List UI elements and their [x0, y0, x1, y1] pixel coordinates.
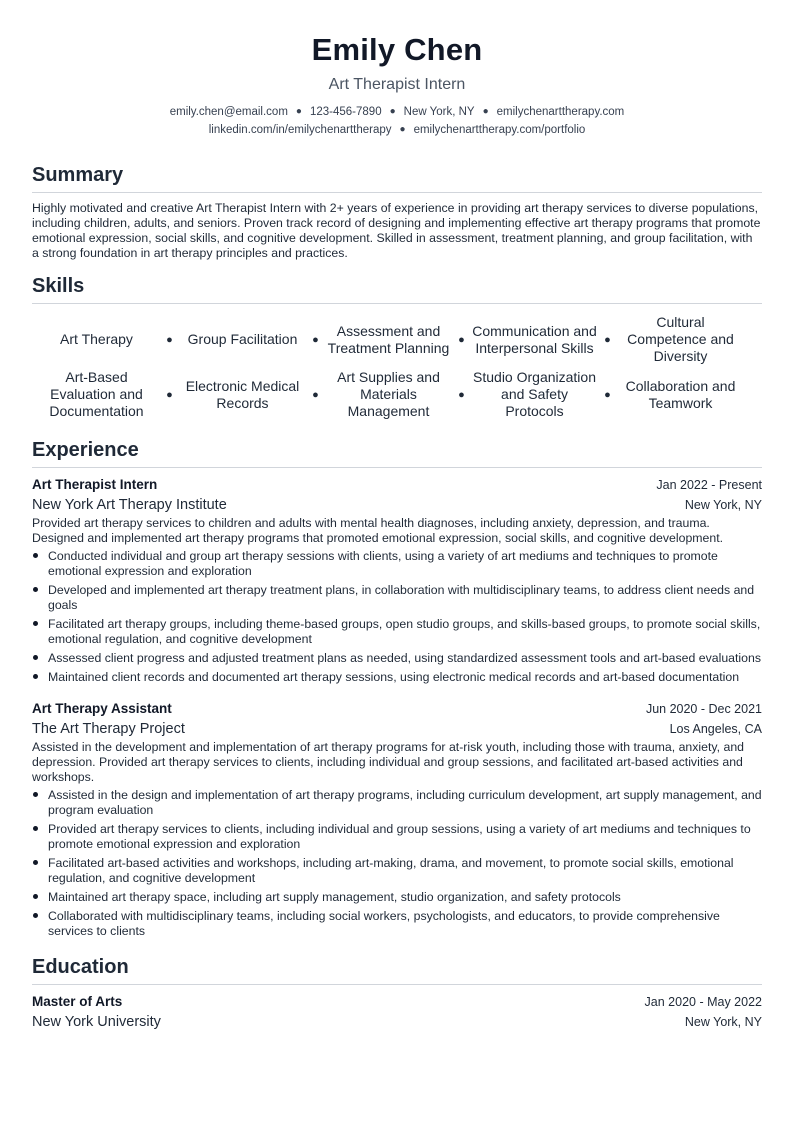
bullet-dot-icon	[33, 655, 38, 660]
bullet-text: Maintained client records and documented art therapy sessions, using electronic medical records and art-based documentation	[48, 670, 740, 684]
bullet-dot-icon	[33, 553, 38, 558]
separator-dot-icon: ●	[166, 333, 173, 346]
contact-line-2	[32, 121, 762, 139]
list-item	[32, 822, 762, 852]
separator-dot-icon: ●	[389, 106, 396, 117]
education-dates: Jan 2020 - May 2022	[644, 995, 762, 1009]
list-item	[32, 890, 762, 905]
job-dates: Jun 2020 - Dec 2021	[645, 702, 762, 716]
separator-dot-icon: ●	[166, 388, 173, 401]
skill-item: Electronic Medical Records	[185, 377, 300, 411]
skill-item: Collaboration and Teamwork	[625, 377, 736, 411]
contact-location: New York, NY	[403, 106, 475, 118]
education-degree: Master of Arts	[32, 994, 123, 1009]
skill-item: Cultural Competence and Diversity	[627, 314, 734, 364]
list-item	[32, 549, 762, 579]
education-entry	[32, 993, 762, 1032]
job-description: Provided art therapy services to children and adults with mental health diagnoses, including anxiety, depression, and trauma. Designed and implemented art therapy programs that promoted emotional expression, social skills, and cognitive development.	[32, 516, 724, 545]
bullet-dot-icon	[33, 894, 38, 899]
bullet-dot-icon	[33, 913, 38, 918]
candidate-name: Emily Chen	[311, 32, 483, 67]
candidate-role: Art Therapist Intern	[328, 76, 466, 93]
education-header-row	[32, 993, 762, 1011]
job-company: New York Art Therapy Institute	[32, 497, 227, 513]
separator-dot-icon: ●	[399, 124, 406, 135]
bullet-text: Maintained art therapy space, including art supply management, studio organization, and safety protocols	[48, 890, 621, 904]
skill-item: Group Facilitation	[187, 331, 298, 347]
list-item	[32, 788, 762, 818]
bullet-dot-icon	[33, 826, 38, 831]
list-item	[32, 670, 762, 685]
bullet-text: Facilitated art therapy groups, including theme-based groups, open studio groups, and skills-based groups, to promote social skills, emotional regulation, and cognitive development	[48, 617, 761, 646]
job-location: Los Angeles, CA	[669, 722, 762, 736]
skill-item: Communication and Interpersonal Skills	[472, 322, 597, 356]
bullet-text: Collaborated with multidisciplinary teams, including social workers, psychologists, and educators, to provide comprehensive services to clients	[48, 909, 720, 938]
separator-dot-icon: ●	[458, 388, 465, 401]
separator-dot-icon: ●	[604, 388, 611, 401]
contact-portfolio[interactable]: emilychenarttherapy.com/portfolio	[413, 124, 586, 136]
contact-line-1	[32, 103, 762, 121]
bullet-dot-icon	[33, 621, 38, 626]
bullet-text: Facilitated art-based activities and workshops, including art-making, drama, and movement, to promote social skills, emotional regulation, and cognitive development	[48, 856, 734, 885]
bullet-text: Developed and implemented art therapy treatment plans, in collaboration with multidisciplinary teams, to address client needs and goals	[48, 583, 755, 612]
education-school: New York University	[32, 1014, 161, 1030]
bullet-dot-icon	[33, 860, 38, 865]
skill-item: Art-Based Evaluation and Documentation	[49, 369, 144, 419]
separator-dot-icon: ●	[295, 106, 302, 117]
job-description: Assisted in the development and implementation of art therapy programs for at-risk youth, including those with trauma, anxiety, and depression. Provided art therapy services to clients, including individual and group sessions, and facilitated art-based activities and workshops.	[32, 740, 744, 784]
skill-item: Studio Organization and Safety Protocols	[473, 369, 596, 419]
bullet-dot-icon	[33, 792, 38, 797]
separator-dot-icon: ●	[458, 333, 465, 346]
skill-item: Art Therapy	[60, 331, 133, 347]
job-company-row	[32, 494, 762, 515]
job-title: Art Therapist Intern	[32, 477, 158, 492]
skills-grid	[32, 312, 762, 422]
contact-website[interactable]: emilychenarttherapy.com	[496, 106, 625, 118]
contact-phone[interactable]: 123-456-7890	[309, 106, 382, 118]
job-header-row	[32, 700, 762, 718]
separator-dot-icon: ●	[604, 333, 611, 346]
summary-text: Highly motivated and creative Art Therapist Intern with 2+ years of experience in providing art therapy services to diverse populations, including children, adults, and seniors. Proven track record of designing and implementing effective art therapy programs that promote emotional expression, social skills, and cognitive development. Skilled in assessment, treatment planning, and group facilitation, with a strong foundation in art therapy principles and practices.	[32, 201, 761, 260]
job-title: Art Therapy Assistant	[32, 701, 172, 716]
education-school-row	[32, 1011, 762, 1032]
contact-email[interactable]: emily.chen@email.com	[169, 106, 288, 118]
job-location: New York, NY	[684, 498, 762, 512]
job-bullet-list	[32, 788, 762, 939]
list-item	[32, 856, 762, 886]
job-company: The Art Therapy Project	[32, 721, 185, 737]
job-header-row	[32, 476, 762, 494]
bullet-text: Assessed client progress and adjusted treatment plans as needed, using standardized assessment tools and art-based evaluations	[48, 651, 761, 665]
job-entry	[32, 476, 762, 685]
bullet-text: Conducted individual and group art therapy sessions with clients, using a variety of art mediums and techniques to promote emotional expression and exploration	[48, 549, 718, 578]
skills-heading: Skills	[32, 273, 762, 304]
education-location: New York, NY	[684, 1015, 762, 1029]
list-item	[32, 617, 762, 647]
education-heading: Education	[32, 954, 762, 985]
list-item	[32, 909, 762, 939]
bullet-dot-icon	[33, 587, 38, 592]
bullet-text: Provided art therapy services to clients, including individual and group sessions, using a variety of art mediums and techniques to promote emotional expression and exploration	[48, 822, 751, 851]
bullet-text: Assisted in the design and implementation of art therapy programs, including curriculum development, art supply management, and program evaluation	[48, 788, 762, 817]
job-bullet-list	[32, 549, 762, 685]
job-entry	[32, 700, 762, 939]
list-item	[32, 583, 762, 613]
list-item	[32, 651, 762, 666]
job-company-row	[32, 718, 762, 739]
separator-dot-icon: ●	[312, 388, 319, 401]
skill-item: Assessment and Treatment Planning	[327, 322, 450, 356]
separator-dot-icon: ●	[312, 333, 319, 346]
contact-linkedin[interactable]: linkedin.com/in/emilychenarttherapy	[208, 124, 392, 136]
job-dates: Jan 2022 - Present	[656, 478, 762, 492]
summary-heading: Summary	[32, 162, 762, 193]
experience-heading: Experience	[32, 437, 762, 468]
bullet-dot-icon	[33, 674, 38, 679]
separator-dot-icon: ●	[482, 106, 489, 117]
skill-item: Art Supplies and Materials Management	[337, 369, 440, 419]
resume-header	[32, 0, 762, 139]
